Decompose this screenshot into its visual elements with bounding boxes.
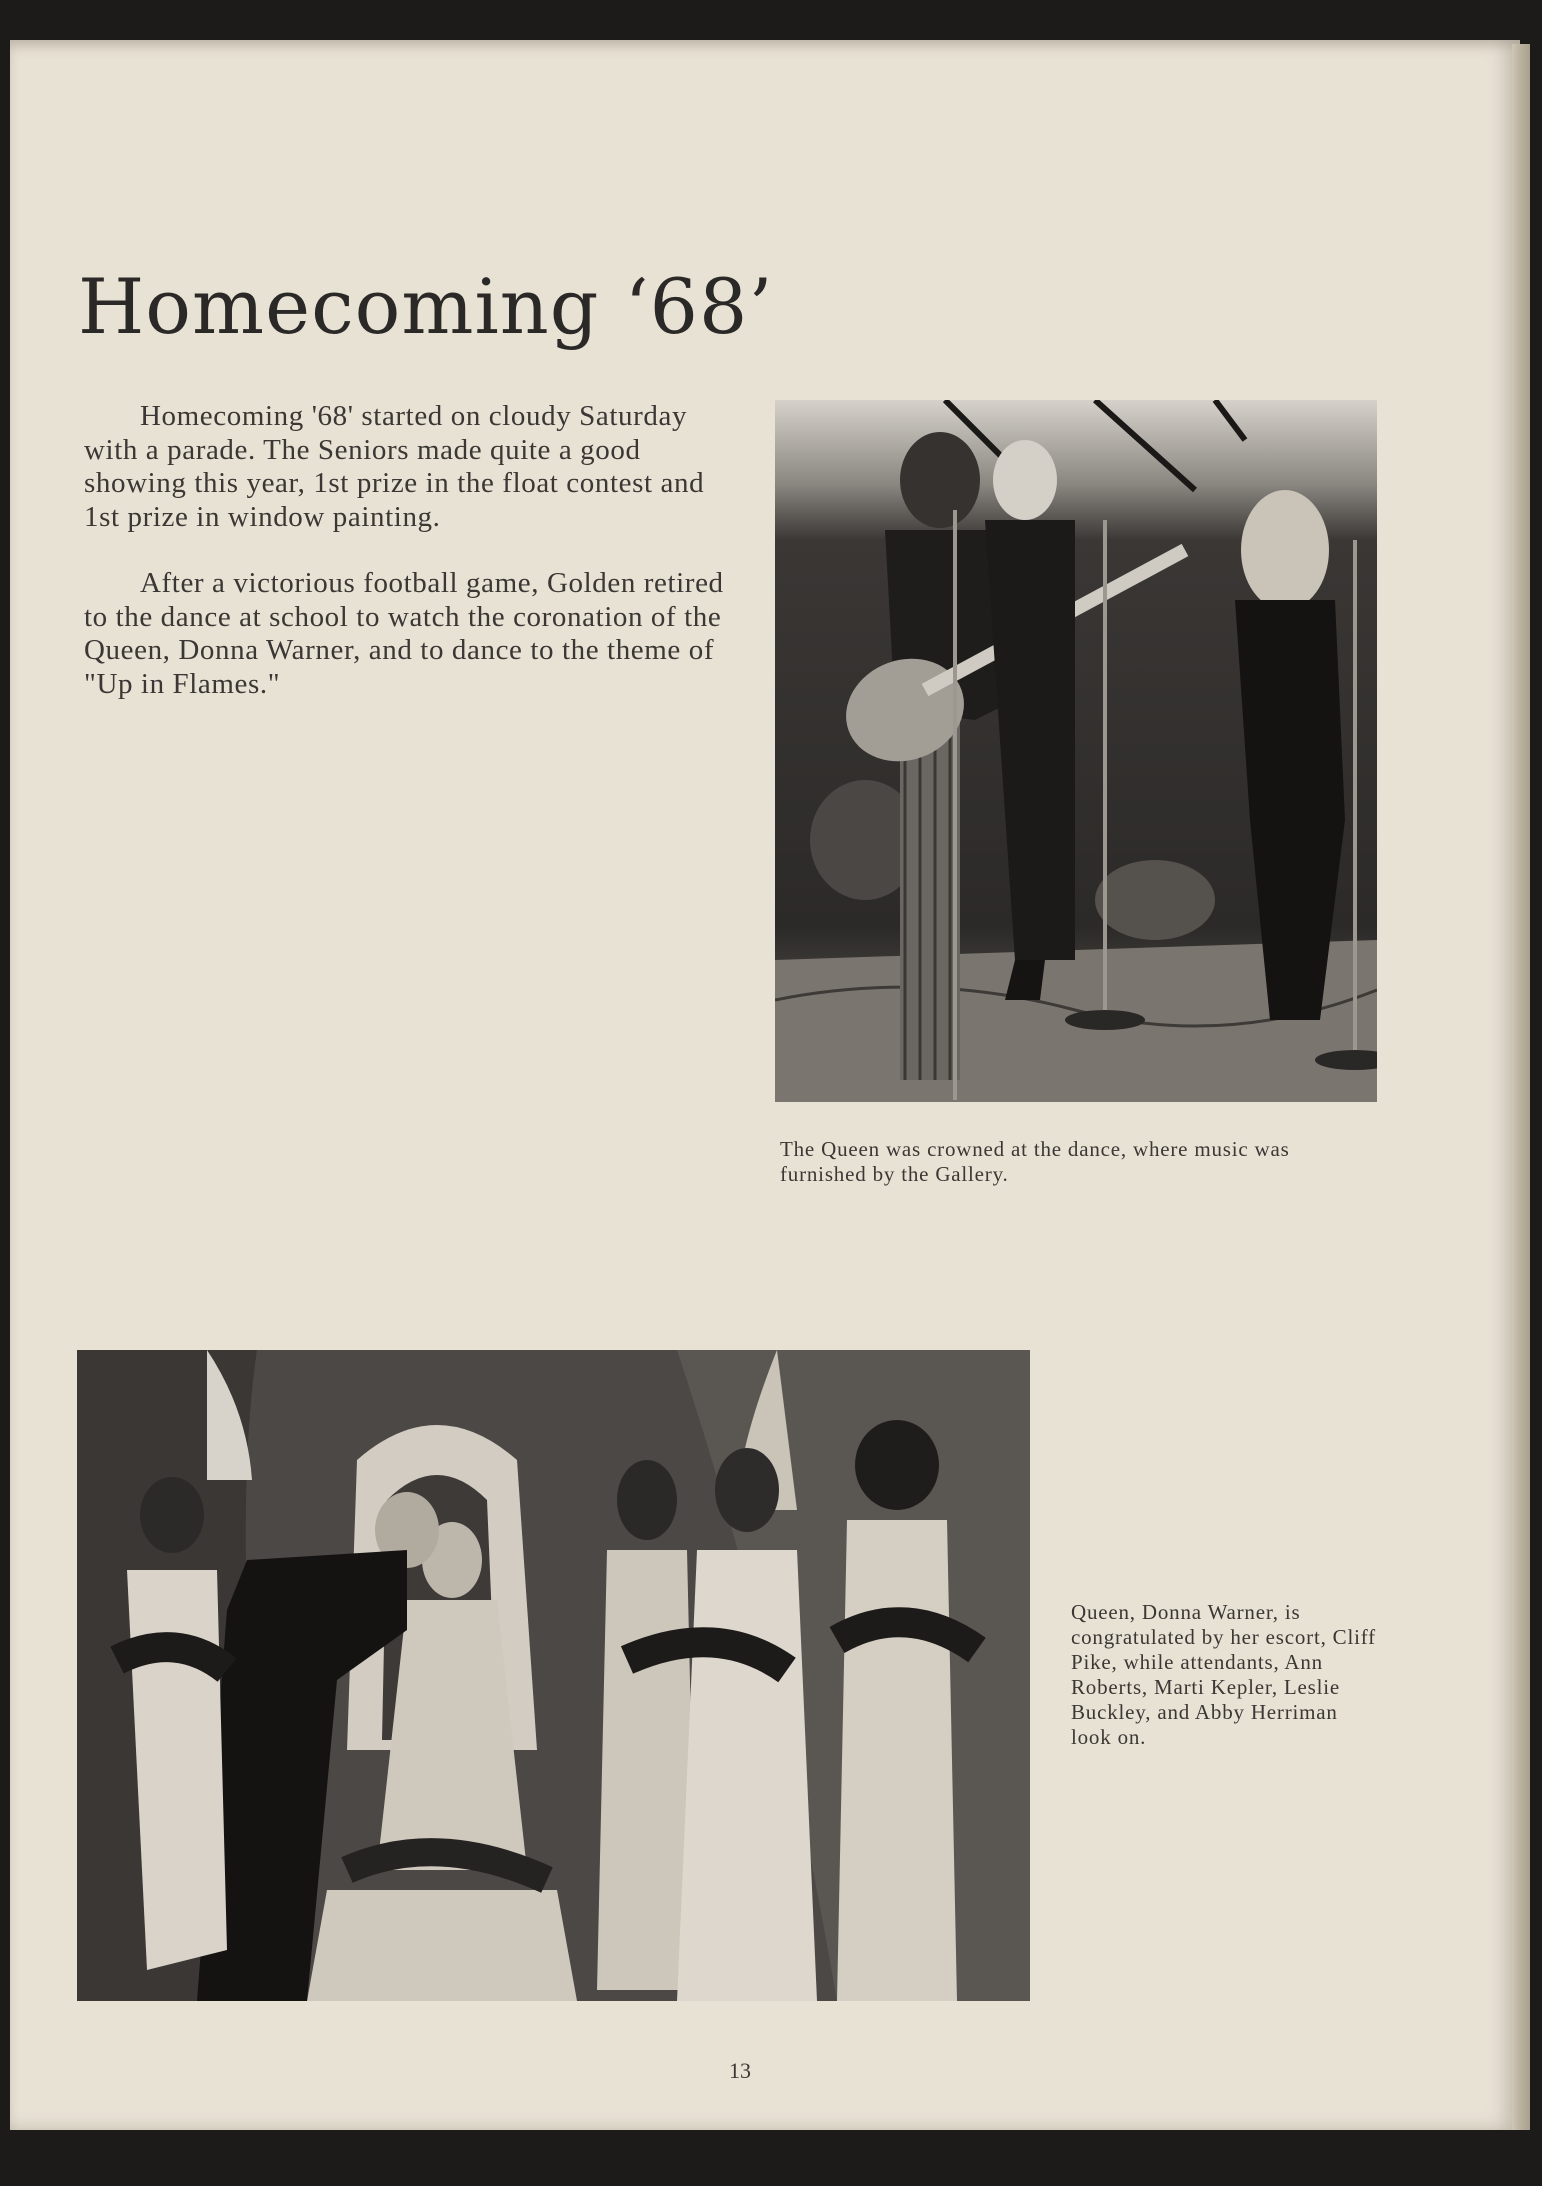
- court-photo: [77, 1350, 1030, 2001]
- band-photo-caption: The Queen was crowned at the dance, where music was furnished by the Gallery.: [780, 1137, 1290, 1186]
- intro-text: [84, 400, 744, 734]
- page-number: 13: [729, 2058, 751, 2083]
- band-photo: [775, 400, 1377, 1102]
- court-photo-image: [77, 1350, 1030, 2001]
- intro-paragraph-1: Homecoming '68' started on cloudy Saturday with a parade. The Seniors made quite a good showing this year, 1st prize in the float contest and 1st prize in window painting.: [84, 400, 705, 533]
- court-photo-caption: Queen, Donna Warner, is congratulated by her escort, Cliff Pike, while attendants, Ann Roberts, Marti Kepler, Leslie Buckley, and Abby Herriman look on.: [1071, 1600, 1376, 1749]
- band-photo-image: [775, 400, 1377, 1102]
- intro-paragraph-2: After a victorious football game, Golden retired to the dance at school to watch the coronation of the Queen, Donna Warner, and to dance to the theme of "Up in Flames.": [84, 567, 724, 700]
- page-edge: [1512, 44, 1530, 2130]
- page-title: Homecoming ‘68’: [78, 262, 774, 351]
